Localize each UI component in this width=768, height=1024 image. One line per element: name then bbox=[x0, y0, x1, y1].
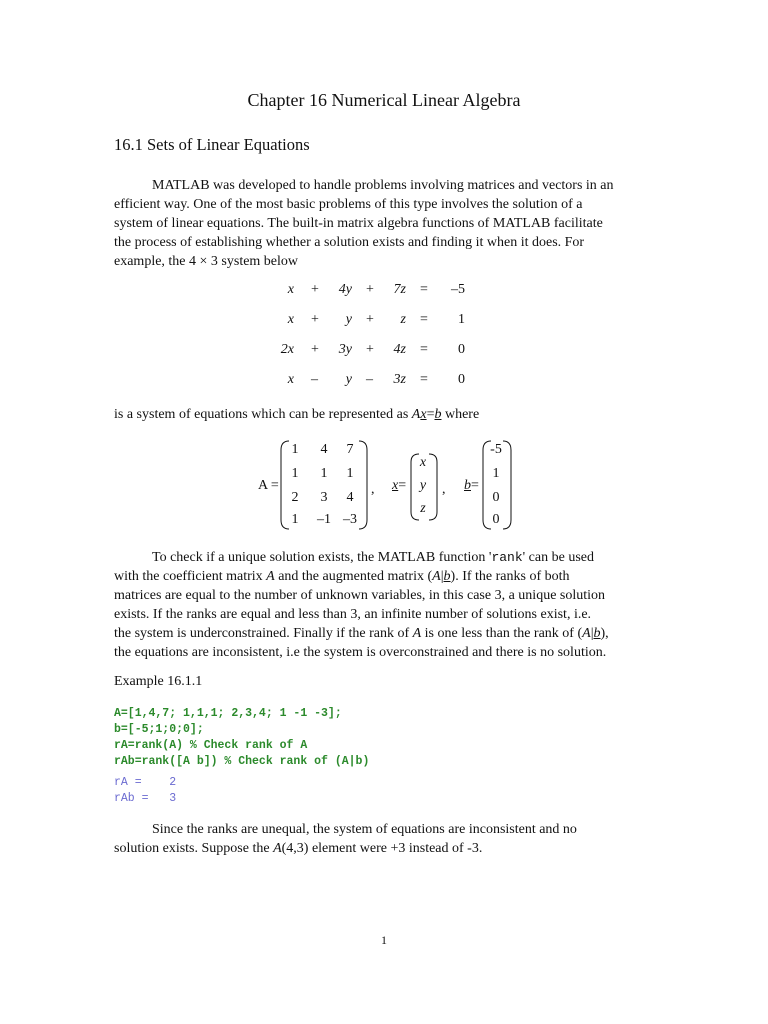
conclusion-line-2: solution exists. Suppose the A(4,3) element were +3 instead of -3. bbox=[114, 841, 483, 856]
operator: + bbox=[311, 312, 319, 327]
section-heading: 16.1 Sets of Linear Equations bbox=[114, 135, 310, 154]
code-line: b=[-5;1;0;0]; bbox=[114, 723, 204, 736]
operator: + bbox=[366, 342, 374, 357]
term: 3y bbox=[338, 342, 352, 357]
eq-equals: = bbox=[426, 407, 435, 422]
example-label: Example 16.1.1 bbox=[114, 674, 203, 689]
vector-cell: z bbox=[420, 501, 426, 516]
rank-line-2: with the coefficient matrix A and the augmented matrix (A|b). If the ranks of both bbox=[114, 569, 570, 584]
matrix-cell: 1 bbox=[291, 442, 299, 457]
operator: + bbox=[366, 312, 374, 327]
term: 4z bbox=[393, 342, 406, 357]
term: z bbox=[400, 312, 406, 327]
matrix-cell: –3 bbox=[343, 512, 357, 527]
vector-cell: 0 bbox=[492, 512, 500, 527]
term: y bbox=[345, 312, 352, 327]
term: 3z bbox=[393, 372, 406, 387]
rhs-value: 0 bbox=[458, 342, 465, 357]
equals-sign: = bbox=[420, 312, 428, 327]
vector-cell: 1 bbox=[492, 466, 500, 481]
x-vector-label: x= bbox=[392, 478, 407, 493]
equals-sign: = bbox=[420, 342, 428, 357]
conclusion-paragraph bbox=[114, 820, 655, 858]
term: 4y bbox=[338, 282, 352, 297]
rhs-value: –5 bbox=[451, 282, 465, 297]
operator: – bbox=[311, 372, 318, 387]
matrix-cell: 4 bbox=[320, 442, 328, 457]
code-rank: rank bbox=[491, 550, 523, 565]
vector-cell: 0 bbox=[492, 490, 500, 505]
intro-line-3: system of linear equations. The built-in matrix algebra functions of MATLAB facilitate bbox=[114, 216, 603, 231]
operator: + bbox=[366, 282, 374, 297]
matrix-cell: 1 bbox=[291, 466, 299, 481]
equals-sign: = bbox=[420, 372, 428, 387]
rank-line-4: exists. If the ranks are equal and less than 3, an infinite number of solutions exist, i.e. bbox=[114, 607, 592, 622]
term: x bbox=[287, 372, 294, 387]
matrix-cell: 1 bbox=[320, 466, 328, 481]
representation-line bbox=[114, 407, 479, 423]
eq-x: x bbox=[420, 407, 427, 422]
rhs-value: 0 bbox=[458, 372, 465, 387]
matrix-A-label: A = bbox=[258, 478, 279, 493]
intro-line-2: efficient way. One of the most basic problems of this type involves the solution of a bbox=[114, 197, 583, 212]
output-line: rAb = 3 bbox=[114, 792, 177, 805]
equals-sign: = bbox=[420, 282, 428, 297]
b-vector-label: b= bbox=[464, 478, 479, 493]
code-line: A=[1,4,7; 1,1,1; 2,3,4; 1 -1 -3]; bbox=[114, 707, 342, 720]
rhs-value: 1 bbox=[458, 312, 465, 327]
where-text: where bbox=[441, 407, 480, 422]
intro-line-4: the process of establishing whether a solution exists and finding it when it does. For bbox=[114, 235, 585, 250]
representation-text: is a system of equations which can be represented as bbox=[114, 407, 412, 422]
matrix-comma: , bbox=[371, 482, 375, 497]
rank-line-1: To check if a unique solution exists, the MATLAB function 'rank' can be used bbox=[152, 550, 594, 565]
matrix-cell: 4 bbox=[346, 490, 354, 505]
matrix-cell: 1 bbox=[346, 466, 354, 481]
matrix-cell: 2 bbox=[291, 490, 299, 505]
term: x bbox=[287, 282, 294, 297]
matrix-cell: 7 bbox=[346, 442, 354, 457]
eq-A: A bbox=[411, 407, 421, 422]
operator: – bbox=[366, 372, 373, 387]
operator: + bbox=[311, 342, 319, 357]
code-line: rAb=rank([A b]) % Check rank of (A|b) bbox=[114, 755, 370, 768]
term: x bbox=[287, 312, 294, 327]
rank-line-6: the equations are inconsistent, i.e the system is overconstrained and there is no solution. bbox=[114, 645, 607, 660]
intro-paragraph bbox=[114, 176, 655, 271]
rank-line-3: matrices are equal to the number of unknown variables, in this case 3, a unique solution bbox=[114, 588, 606, 603]
vector-cell: -5 bbox=[490, 442, 502, 457]
page-number: 1 bbox=[381, 933, 387, 947]
term: y bbox=[345, 372, 352, 387]
conclusion-line-1: Since the ranks are unequal, the system of equations are inconsistent and no bbox=[152, 822, 577, 837]
rank-paragraph bbox=[114, 548, 655, 662]
intro-line-5: example, the 4 × 3 system below bbox=[114, 254, 299, 269]
matrix-cell: –1 bbox=[317, 512, 331, 527]
code-line: rA=rank(A) % Check rank of A bbox=[114, 739, 308, 752]
intro-line-1: MATLAB was developed to handle problems involving matrices and vectors in an bbox=[152, 178, 614, 193]
operator: + bbox=[311, 282, 319, 297]
matrix-cell: 1 bbox=[291, 512, 299, 527]
term: 2x bbox=[280, 342, 294, 357]
eq-b: b bbox=[434, 407, 442, 422]
rank-line-5: the system is underconstrained. Finally if the rank of A is one less than the rank of (A|b), bbox=[114, 626, 609, 641]
vector-cell: x bbox=[419, 455, 427, 470]
output-line: rA = 2 bbox=[114, 776, 177, 789]
code-block bbox=[114, 706, 369, 770]
matrix-cell: 3 bbox=[320, 490, 328, 505]
matrix-comma: , bbox=[442, 482, 446, 497]
chapter-title: Chapter 16 Numerical Linear Algebra bbox=[247, 90, 521, 110]
vector-cell: y bbox=[419, 478, 427, 493]
term: 7z bbox=[393, 282, 406, 297]
output-block bbox=[114, 775, 176, 807]
